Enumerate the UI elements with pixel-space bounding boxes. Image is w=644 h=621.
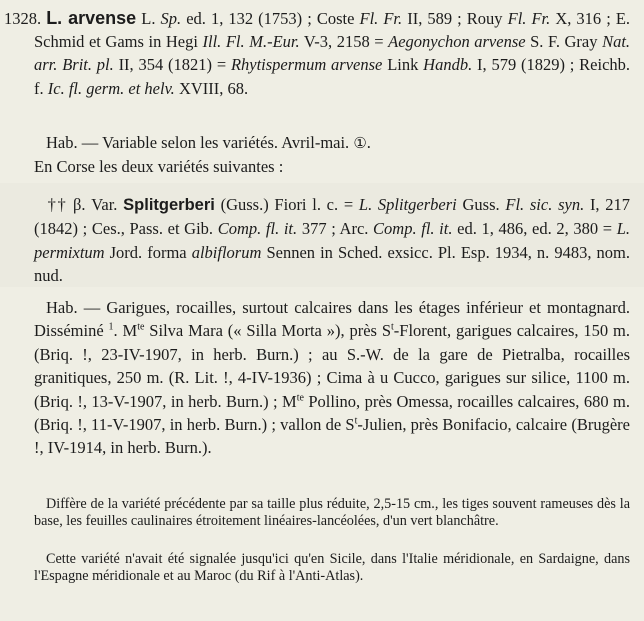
footnote-marker: 1: [108, 321, 114, 333]
perennial-symbol: ①: [353, 134, 367, 152]
ref-italic: Rhytispermum arvense: [230, 55, 383, 75]
ref-italic: L. permixtum: [34, 219, 631, 262]
ref-text: X, 316 ; E. Schmid et Gams in Hegi: [34, 9, 631, 52]
ref-text: 377 ; Arc.: [301, 219, 369, 239]
ref-text: Sennen in Sched. exsicc. Pl. Esp. 1934, n. 9483, nom. nud.: [34, 242, 631, 286]
ref-italic: Comp. fl. it.: [217, 219, 298, 239]
variety-entry: [34, 193, 630, 288]
superscript: te: [137, 321, 145, 333]
habitat-summary: [34, 131, 630, 178]
superscript: t: [391, 321, 394, 333]
habitat-text: Hab. — Garigues, rocailles, surtout calcaires dans les étages inférieur et montagnard. Disséminé: [34, 298, 630, 341]
ref-text: Jord. forma: [109, 242, 187, 262]
ref-text: Guss.: [462, 195, 500, 214]
entry-number: 1328.: [4, 9, 42, 28]
variety-word: Var.: [91, 195, 118, 214]
habitat-text: Silva Mara (« Silla Morta »), près S: [144, 321, 392, 341]
ref-text: ed. 1, 132 (1753) ; Coste: [186, 9, 355, 28]
ref-italic: Nat. arr. Brit. pl.: [34, 32, 631, 75]
ref-italic: Handb.: [423, 55, 473, 75]
habitat-label: Hab. — Variable selon les variétés. Avril-mai.: [46, 133, 350, 152]
ref-italic: albiflorum: [191, 242, 262, 262]
ref-text: Link: [387, 55, 419, 75]
ref-text: XVIII, 68.: [178, 78, 249, 98]
corsica-line: En Corse les deux variétés suivantes :: [34, 157, 284, 176]
habitat-localities: [34, 296, 630, 460]
ref-text: II, 589 ; Rouy: [407, 9, 503, 28]
ref-text: L.: [141, 9, 156, 28]
description-note: [34, 496, 630, 531]
ref-text: II, 354 (1821) =: [118, 55, 227, 75]
ref-text: I, 579 (1829) ; Reichb. f.: [34, 55, 631, 98]
habitat-text: . M: [113, 321, 138, 341]
ref-text: V-3, 2158 =: [303, 32, 384, 52]
ref-italic: Comp. fl. it.: [373, 219, 453, 239]
ref-italic: Aegonychon arvense: [388, 32, 526, 52]
ref-italic: Sp.: [160, 9, 182, 28]
variety-marker: †† β.: [46, 195, 86, 214]
species-entry: [4, 7, 631, 100]
ref-italic: Ic. fl. germ. et helv.: [47, 78, 175, 98]
note-text: Diffère de la variété précédente par sa taille plus réduite, 2,5-15 cm., les tiges souvent rameuses dès la base, les feuilles caulinaires étroitement linéaires-lancéolées, d'un vert blanchâtre.: [34, 496, 630, 530]
species-name: L. arvense: [46, 8, 137, 28]
ref-italic: Fl. Fr.: [507, 9, 551, 28]
variety-name: Splitgerberi: [123, 196, 215, 214]
ref-text: S. F. Gray: [530, 32, 598, 52]
habitat-text: -Julien, près Bonifacio, calcaire (Brugère !, IV-1914, in herb. Burn.).: [34, 415, 630, 458]
habitat-text: Pollino, près Omessa, rocailles calcaires, 680 m. (Briq. !, 11-V-1907, in herb. Burn.) ; vallon de S: [34, 391, 630, 435]
ref-text: I, 217 (1842) ; Ces., Pass. et Gib.: [34, 195, 631, 239]
ref-text: ed. 1, 486, ed. 2, 380 =: [457, 219, 613, 239]
ref-italic: Ill. Fl. M.-Eur.: [202, 32, 300, 52]
ref-italic: Fl. Fr.: [359, 9, 403, 28]
superscript: te: [296, 392, 304, 404]
note-text: Cette variété n'avait été signalée jusqu'ici qu'en Sicile, dans l'Italie méridionale, en Sardaigne, dans l'Espagne méridionale et au Maroc (du Rif à l'Anti-Atlas).: [34, 551, 630, 585]
ref-italic: L. Splitgerberi: [358, 195, 457, 214]
distribution-note: [34, 551, 630, 586]
ref-italic: Fl. sic. syn.: [505, 195, 585, 214]
habitat-end: .: [366, 133, 371, 152]
ref-text: (Guss.) Fiori l. c. =: [220, 195, 354, 214]
superscript: t: [354, 415, 358, 427]
habitat-text: -Florent, garigues calcaires, 150 m. (Briq. !, 23-IV-1907, in herb. Burn.) ; au S.-W. de la gare de Pietralba, rocailles granitiques, 250 m. (R. Lit. !, 4-IV-1936) ; Cima à u Cucco, garigues sur silice, 1100 m. (Briq. !, 13-V-1907, in herb. Burn.) ; M: [34, 321, 631, 411]
